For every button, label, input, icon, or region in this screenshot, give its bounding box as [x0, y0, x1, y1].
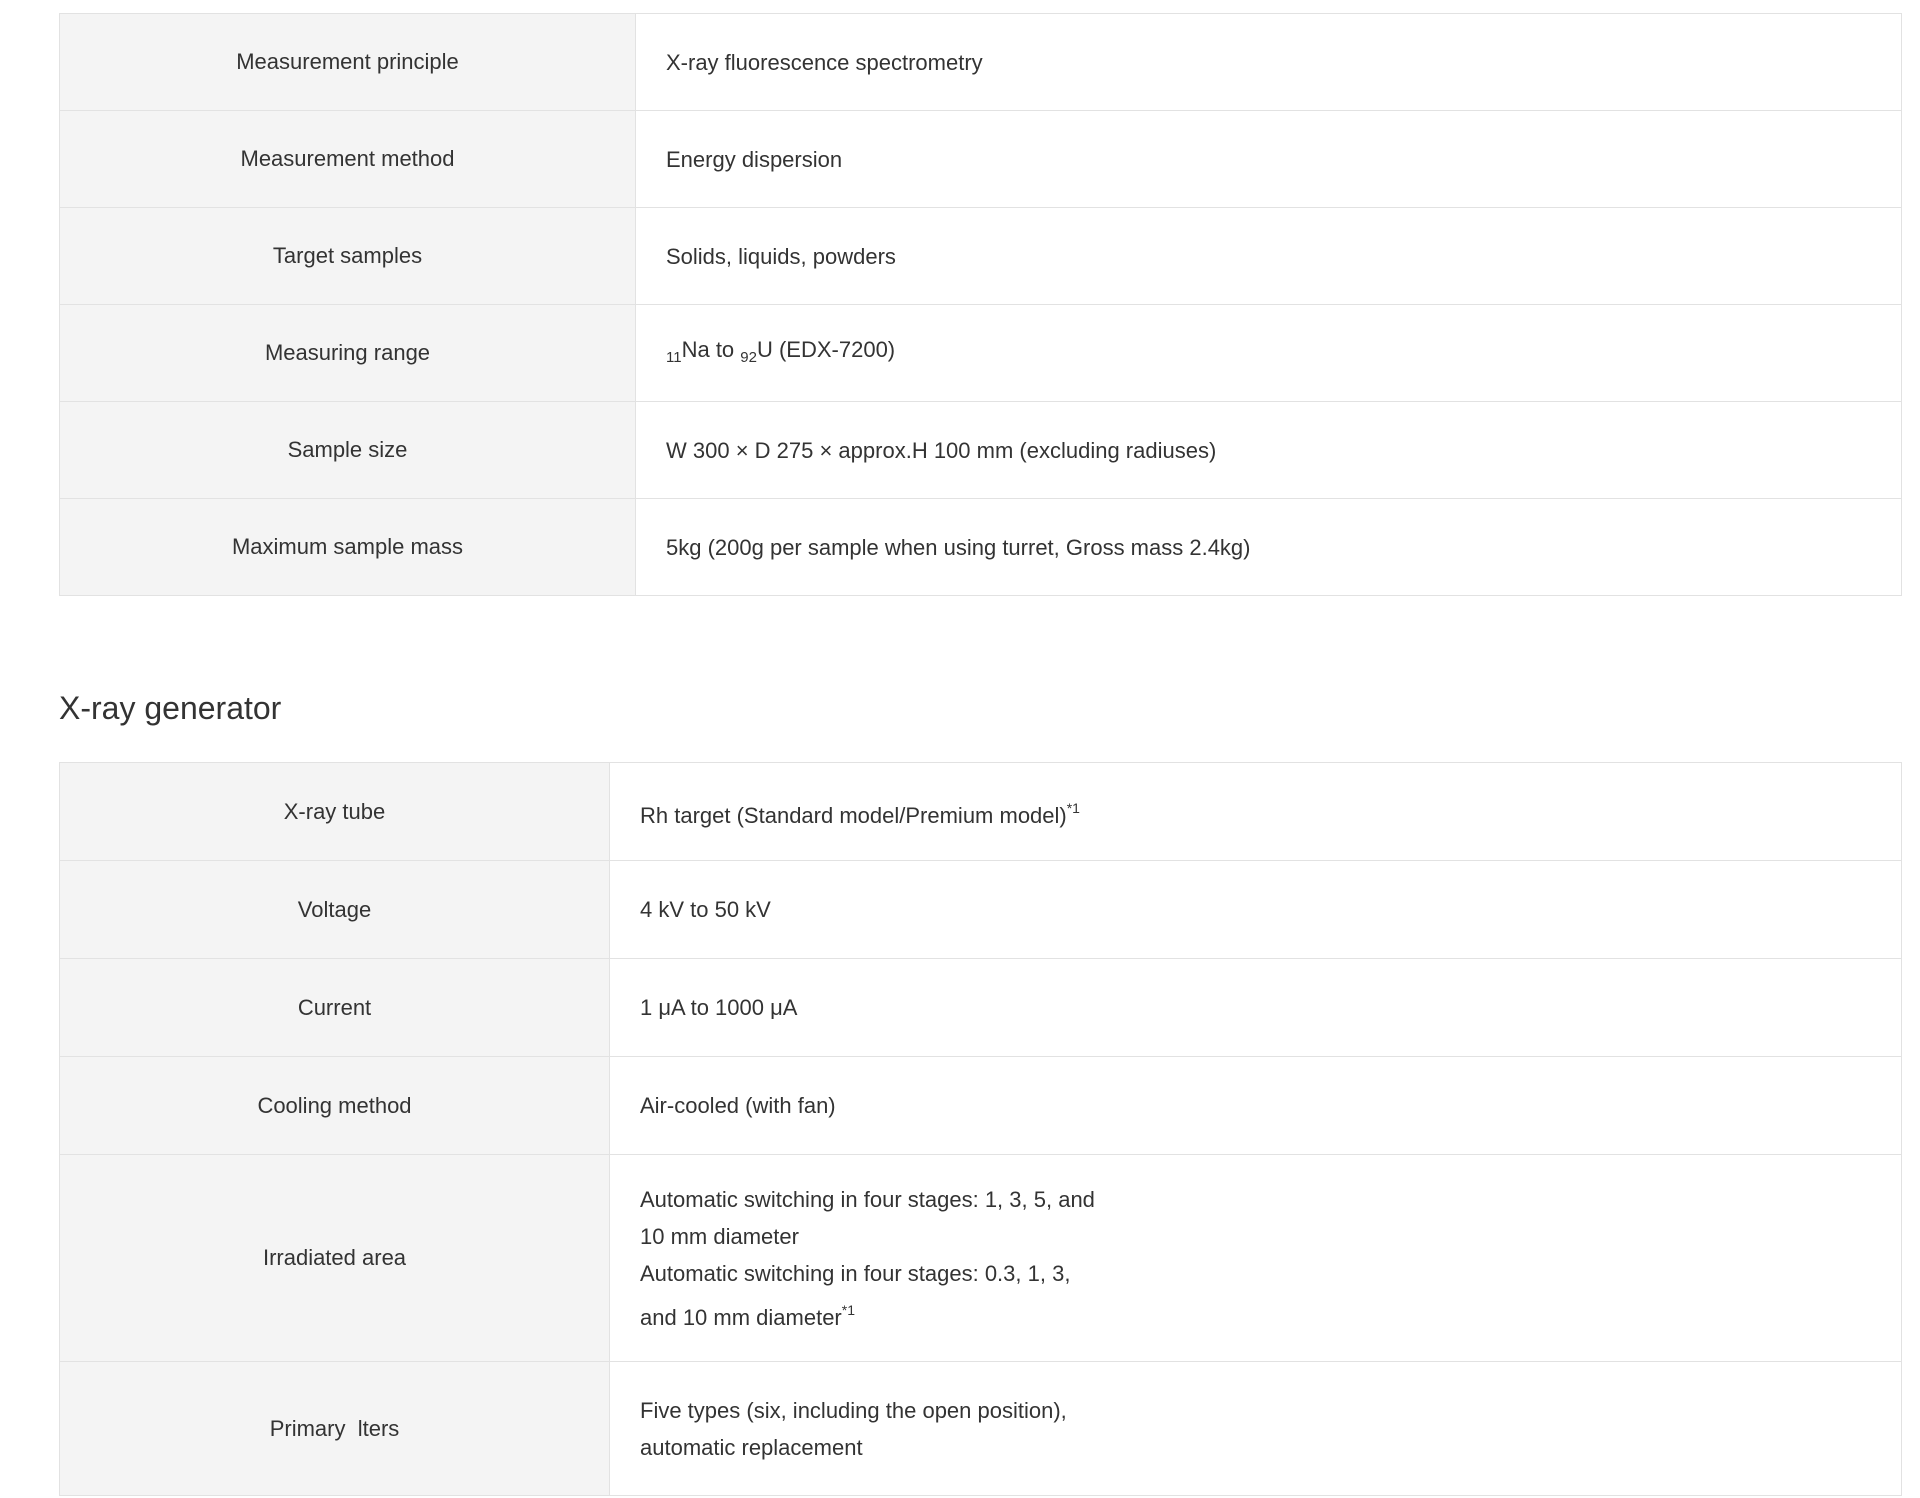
value-text: Rh target (Standard model/Premium model) — [640, 802, 1067, 828]
footnote-marker: *1 — [841, 1301, 855, 1318]
row-value: Air-cooled (with fan) — [610, 1057, 1902, 1155]
section-heading: X-ray generator — [59, 690, 282, 726]
table-row — [60, 14, 1902, 111]
row-value: 1 μA to 1000 μA — [610, 959, 1902, 1057]
row-value: Energy dispersion — [636, 111, 1902, 208]
row-label: Measuring range — [60, 305, 636, 402]
row-label: Measurement method — [60, 111, 636, 208]
table-row — [60, 959, 1902, 1057]
table-row — [60, 763, 1902, 861]
row-value: Solids, liquids, powders — [636, 208, 1902, 305]
row-value — [610, 763, 1902, 861]
row-value: 4 kV to 50 kV — [610, 861, 1902, 959]
row-value: 5kg (200g per sample when using turret, Gross mass 2.4kg) — [636, 499, 1902, 596]
xray-generator-table — [59, 762, 1902, 1496]
table-row — [60, 1155, 1902, 1362]
row-label: Cooling method — [60, 1057, 610, 1155]
value-text: and 10 mm diameter — [640, 1304, 842, 1330]
value-line: automatic replacement — [640, 1434, 863, 1460]
table-row — [60, 208, 1902, 305]
specifications-table — [59, 13, 1902, 596]
row-label: X-ray tube — [60, 763, 610, 861]
table-row — [60, 861, 1902, 959]
row-label: Current — [60, 959, 610, 1057]
range-text: Na to — [681, 336, 741, 362]
row-value — [610, 1362, 1902, 1496]
row-label: Irradiated area — [60, 1155, 610, 1362]
row-value: W 300 × D 275 × approx.H 100 mm (excluding radiuses) — [636, 402, 1902, 499]
table-row — [60, 1362, 1902, 1496]
footnote-marker: *1 — [1066, 799, 1080, 816]
atomic-number-subscript: 92 — [740, 348, 757, 366]
value-line — [640, 1292, 1901, 1336]
range-text: U (EDX-7200) — [756, 336, 896, 362]
value-line: Five types (six, including the open position), — [640, 1397, 1067, 1423]
row-value: X-ray fluorescence spectrometry — [636, 14, 1902, 111]
table-row — [60, 305, 1902, 402]
row-value — [636, 305, 1902, 402]
table-row — [60, 111, 1902, 208]
value-line: Automatic switching in four stages: 0.3, 1, 3, — [640, 1260, 1071, 1286]
row-label: Maximum sample mass — [60, 499, 636, 596]
table-row — [60, 1057, 1902, 1155]
row-label: Sample size — [60, 402, 636, 499]
row-value — [610, 1155, 1902, 1362]
value-line: 10 mm diameter — [640, 1223, 799, 1249]
atomic-number-subscript: 11 — [666, 348, 682, 366]
row-label: Measurement principle — [60, 14, 636, 111]
row-label: Voltage — [60, 861, 610, 959]
table-row — [60, 402, 1902, 499]
value-line: Automatic switching in four stages: 1, 3, 5, and — [640, 1186, 1095, 1212]
row-label: Target samples — [60, 208, 636, 305]
table-row — [60, 499, 1902, 596]
row-label: Primary lters — [60, 1362, 610, 1496]
